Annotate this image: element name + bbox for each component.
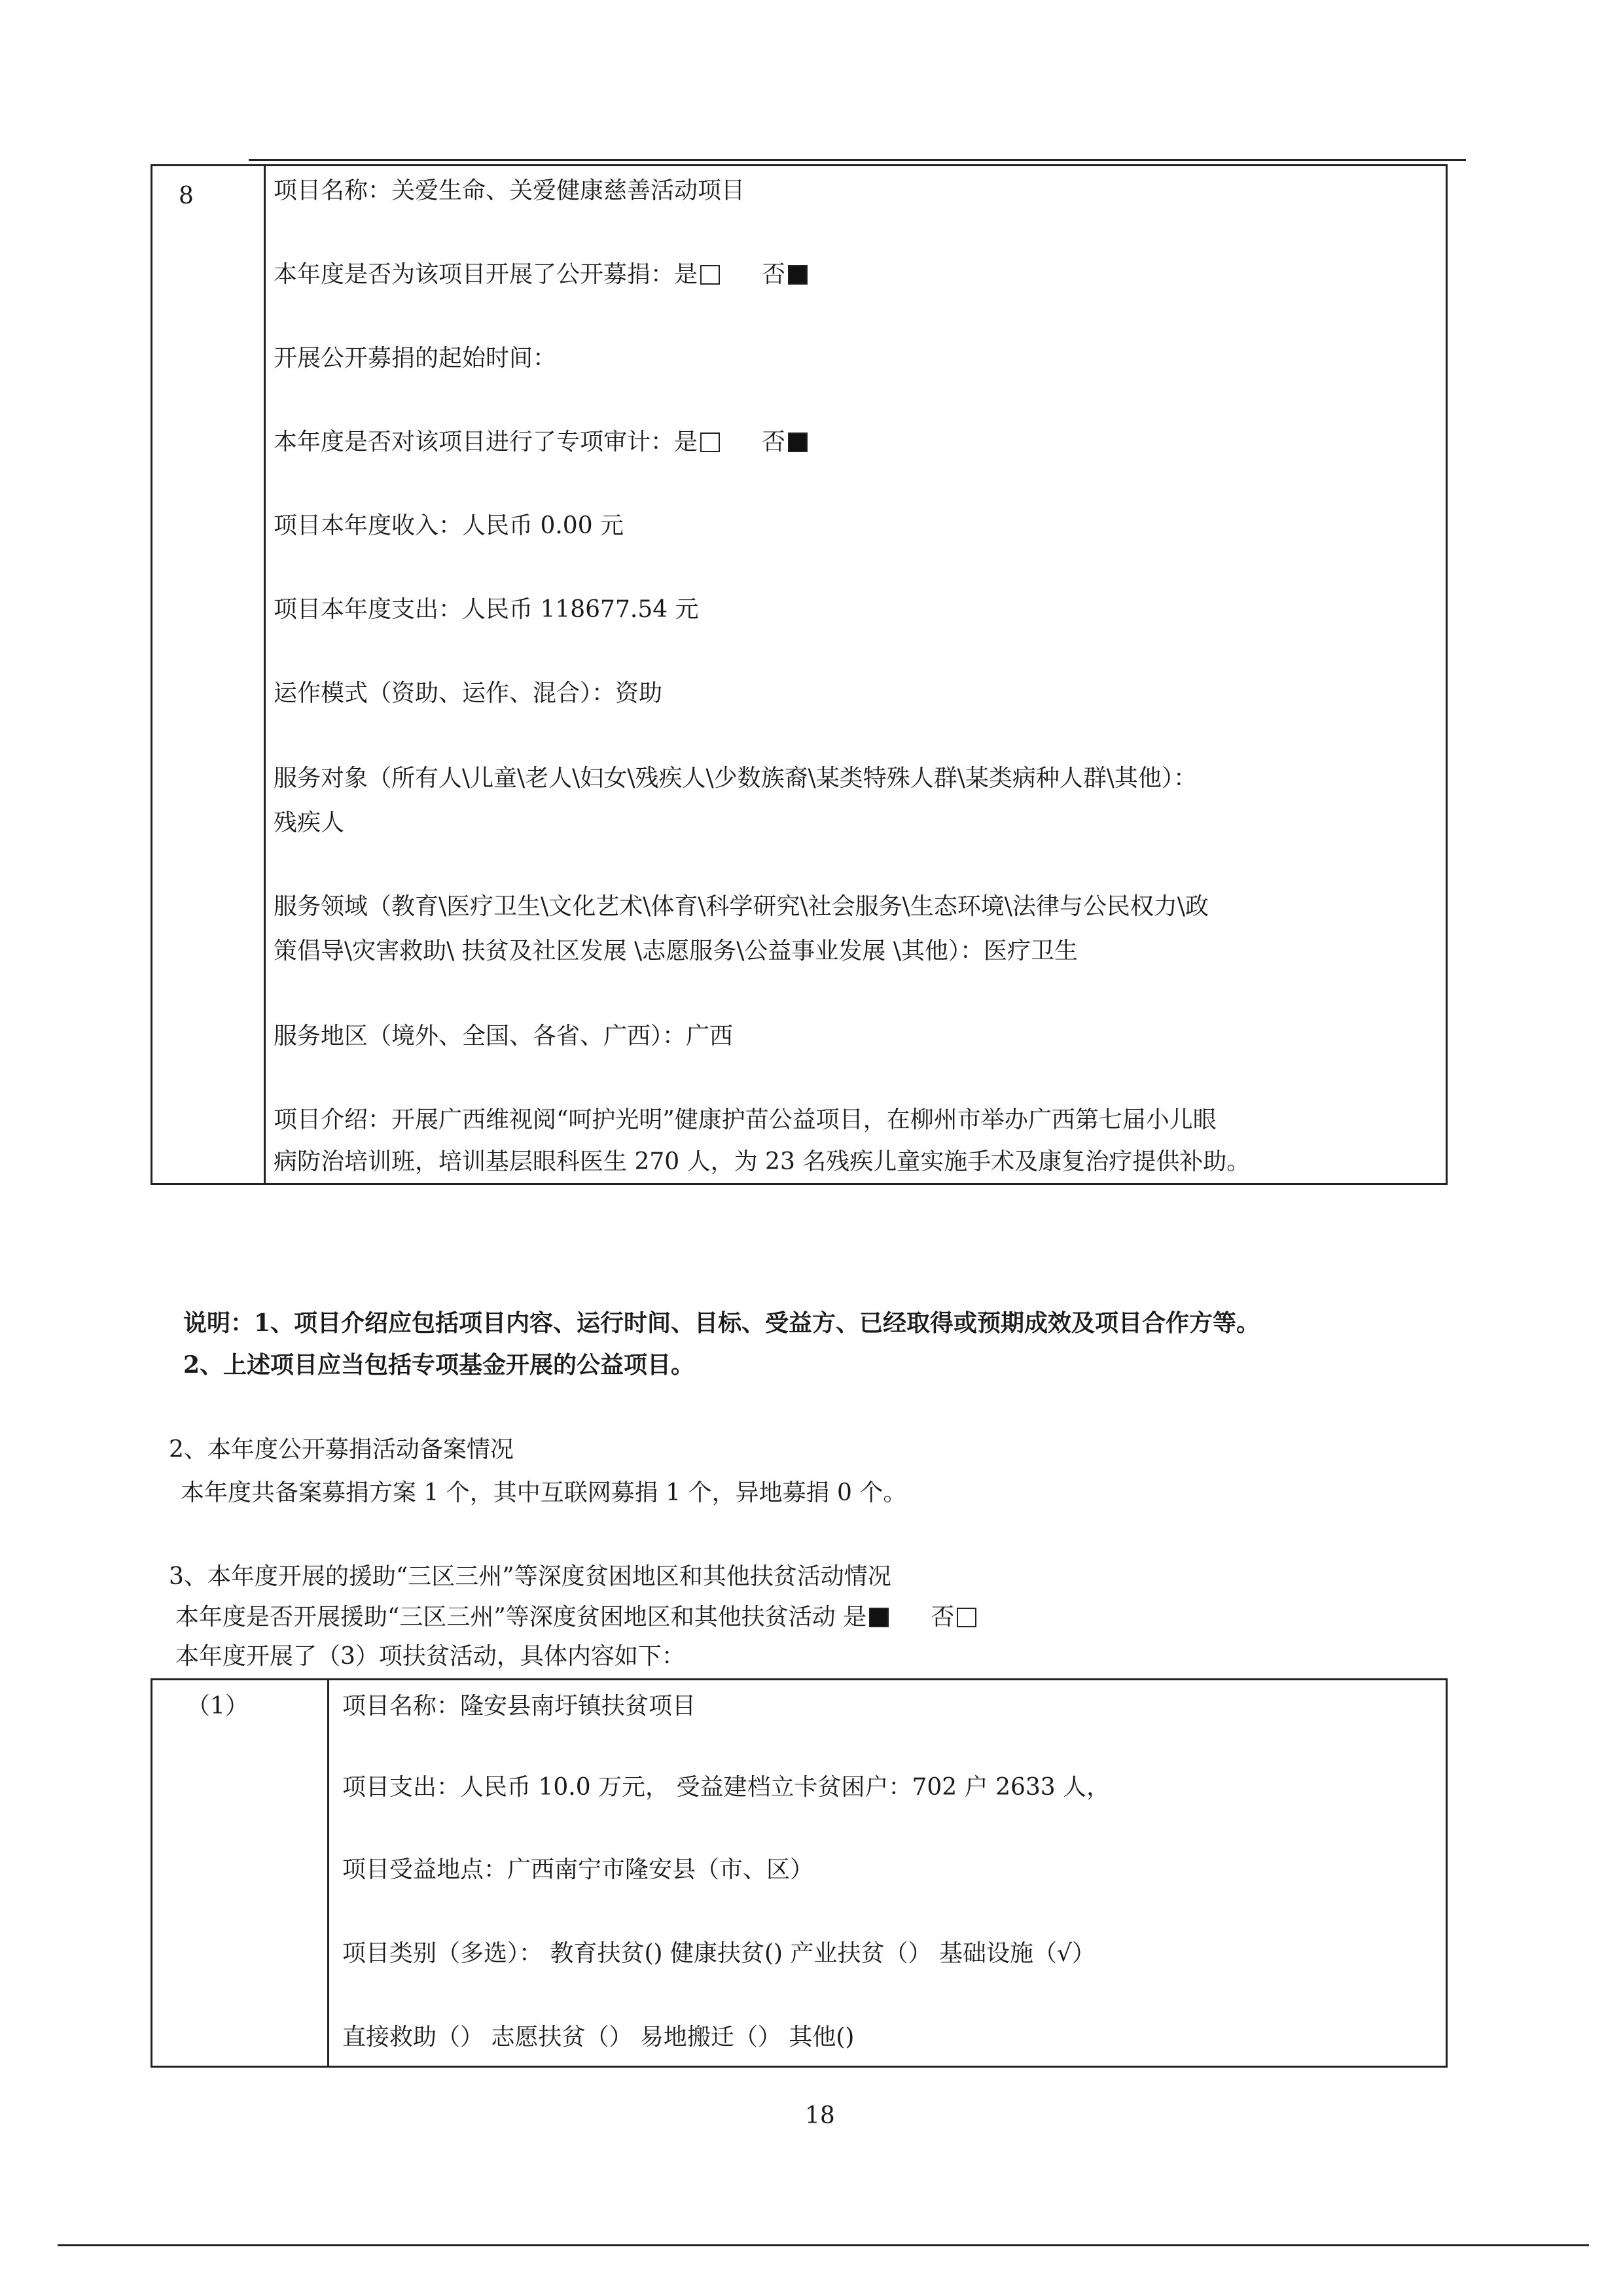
poverty-project-expense: 项目支出：人民币 10.0 万元， 受益建档立卡贫困户：702 户 2633 人，: [342, 1774, 1111, 1801]
bottom-rule: [58, 2244, 1589, 2246]
project-intro-line2: 病防治培训班，培训基层眼科医生 270 人，为 23 名残疾儿童实施手术及康复治疗提供补助。: [274, 1148, 1251, 1175]
service-field-line1: 服务领域（教育\医疗卫生\文化艺术\体育\科学研究\社会服务\生态环境\法律与公民权力\政: [274, 893, 1209, 920]
note-line1: 说明：1、项目介绍应包括项目内容、运行时间、目标、受益方、已经取得或预期成效及项目合作方等。: [183, 1309, 1260, 1337]
top-rule: [249, 159, 1466, 161]
public-fundraising-row: [274, 259, 810, 291]
audit-question: 本年度是否对该项目进行了专项审计：是: [274, 429, 698, 455]
section3-heading: 3、本年度开展的援助“三区三州”等深度贫困地区和其他扶贫活动情况: [169, 1563, 891, 1590]
page-number: 18: [805, 2102, 835, 2129]
no-label: 否: [931, 1604, 955, 1631]
service-target-line2: 残疾人: [274, 809, 345, 836]
no-label: 否: [762, 261, 786, 288]
section3-question-row: [175, 1602, 979, 1633]
yes-checkbox: [700, 433, 720, 452]
section3-count: 本年度开展了（3）项扶贫活动，具体内容如下：: [175, 1643, 685, 1670]
poverty-project-name: 项目名称：隆安县南圩镇扶贫项目: [342, 1693, 696, 1720]
section3-question: 本年度是否开展援助“三区三州”等深度贫困地区和其他扶贫活动 是: [175, 1604, 867, 1631]
expense: 项目本年度支出：人民币 118677.54 元: [274, 596, 699, 623]
poverty-project-category-line1: 项目类别（多选）： 教育扶贫() 健康扶贫() 产业扶贫（） 基础设施（√）: [342, 1940, 1096, 1967]
row-number: （1）: [187, 1693, 249, 1720]
row-number: 8: [179, 183, 194, 209]
no-checkbox-checked: [788, 433, 808, 452]
income: 项目本年度收入：人民币 0.00 元: [274, 512, 624, 539]
yes-checkbox: [700, 265, 720, 285]
no-checkbox: [957, 1608, 976, 1627]
note-line2: 2、上述项目应当包括专项基金开展的公益项目。: [183, 1351, 695, 1379]
operation-mode: 运作模式（资助、运作、混合）：资助: [274, 680, 663, 707]
section2-body: 本年度共备案募捐方案 1 个，其中互联网募捐 1 个，异地募捐 0 个。: [181, 1479, 907, 1506]
yes-checkbox-checked: [869, 1608, 889, 1627]
audit-row: [274, 427, 810, 458]
no-label: 否: [762, 429, 786, 455]
project-name: 项目名称：关爱生命、关爱健康慈善活动项目: [274, 177, 745, 204]
project-intro-line1: 项目介绍：开展广西维视阅“呵护光明”健康护苗公益项目，在柳州市举办广西第七届小儿眼: [274, 1106, 1217, 1133]
start-time: 开展公开募捐的起始时间：: [274, 345, 557, 372]
service-target-line1: 服务对象（所有人\儿童\老人\妇女\残疾人\少数族裔\某类特殊人群\某类病种人群\其他）：: [274, 765, 1198, 792]
project-table: [151, 164, 1448, 1185]
service-field-line2: 策倡导\灾害救助\ 扶贫及社区发展 \志愿服务\公益事业发展 \其他）：医疗卫生: [274, 938, 1078, 964]
service-region: 服务地区（境外、全国、各省、广西）：广西: [274, 1023, 734, 1050]
poverty-project-location: 项目受益地点：广西南宁市隆安县（市、区）: [342, 1856, 814, 1883]
poverty-project-category-line2: 直接救助（） 志愿扶贫（） 易地搬迁（） 其他(): [342, 2024, 855, 2051]
column-divider: [327, 1680, 329, 2066]
column-divider: [264, 166, 266, 1183]
section2-heading: 2、本年度公开募捐活动备案情况: [169, 1436, 514, 1463]
public-fundraising-question: 本年度是否为该项目开展了公开募捐：是: [274, 261, 698, 288]
poverty-project-table: [151, 1678, 1448, 2068]
no-checkbox-checked: [788, 265, 808, 285]
